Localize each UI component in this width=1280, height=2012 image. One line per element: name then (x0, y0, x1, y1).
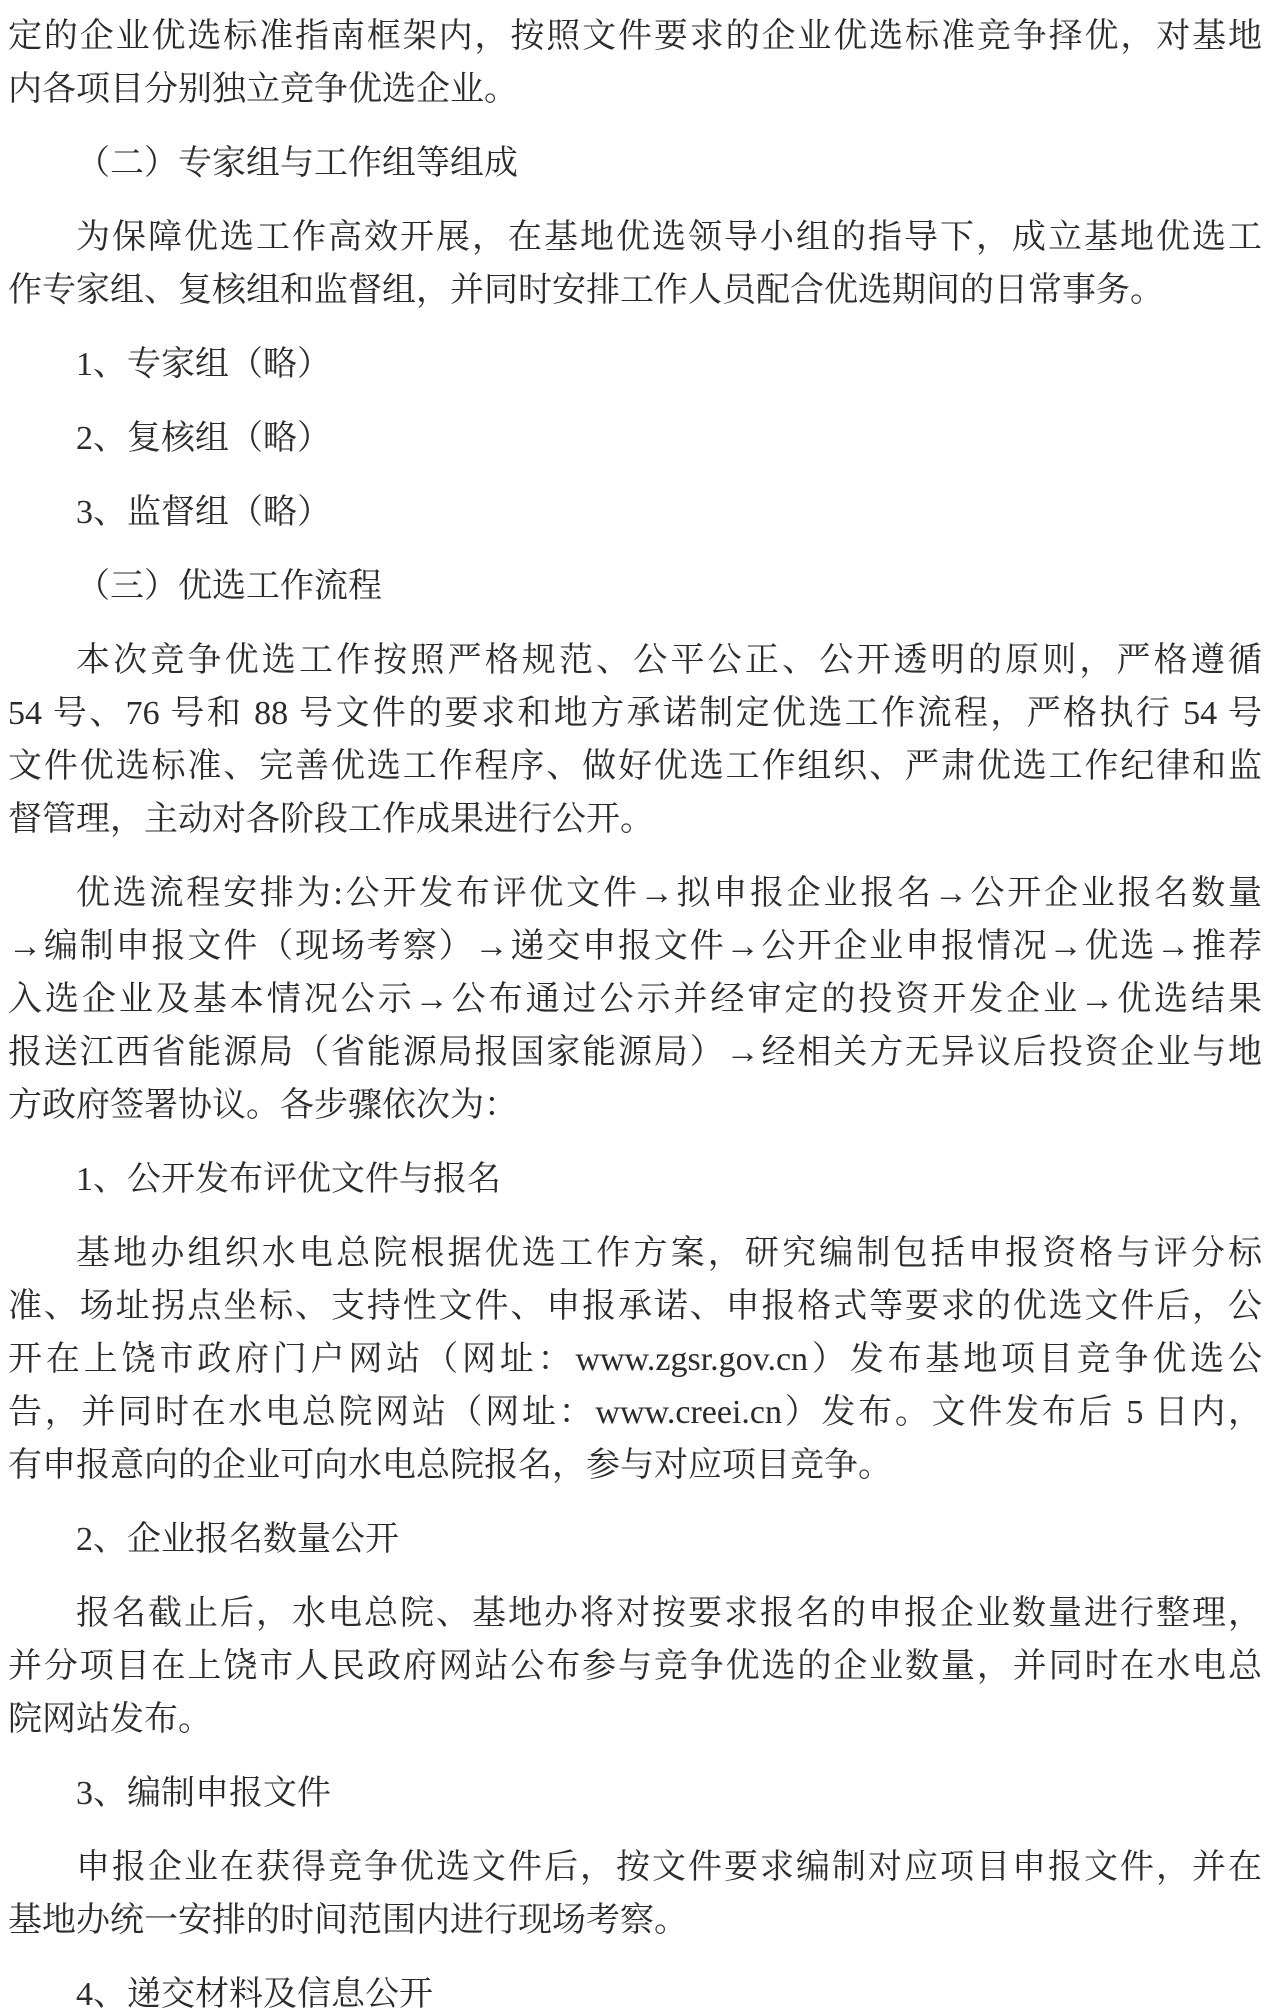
text-line: 入选企业及基本情况公示→公布通过公示并经审定的投资开发企业→优选结果 (8, 981, 1262, 1018)
list-item (8, 412, 1262, 465)
text-line: 优选流程安排为:公开发布评优文件→拟申报企业报名→公开企业报名数量 (76, 875, 1262, 912)
text-line: （二）专家组与工作组等组成 (76, 145, 518, 182)
text-line: （三）优选工作流程 (76, 568, 382, 605)
text-line: 基地办统一安排的时间范围内进行现场考察。 (8, 1902, 688, 1939)
text-line: 准、场址拐点坐标、支持性文件、申报承诺、申报格式等要求的优选文件后，公 (8, 1288, 1262, 1325)
text-line: 本次竞争优选工作按照严格规范、公平公正、公开透明的原则，严格遵循 (76, 642, 1262, 679)
text-line: 并分项目在上饶市人民政府网站公布参与竞争优选的企业数量，并同时在水电总 (8, 1648, 1262, 1685)
text-line: 为保障优选工作高效开展，在基地优选领导小组的指导下，成立基地优选工 (76, 219, 1262, 256)
text-line: 作专家组、复核组和监督组，并同时安排工作人员配合优选期间的日常事务。 (8, 272, 1164, 309)
text-line: 54 号、76 号和 88 号文件的要求和地方承诺制定优选工作流程，严格执行 54 号 (8, 695, 1262, 732)
text-line: 督管理，主动对各阶段工作成果进行公开。 (8, 801, 654, 838)
text-line: 2、企业报名数量公开 (76, 1521, 399, 1558)
text-line: 1、公开发布评优文件与报名 (76, 1161, 501, 1198)
text-line: 有申报意向的企业可向水电总院报名，参与对应项目竞争。 (8, 1447, 892, 1484)
list-item (8, 1767, 1262, 1820)
paragraph (8, 1227, 1262, 1492)
list-item (8, 1153, 1262, 1206)
text-line: 申报企业在获得竞争优选文件后，按文件要求编制对应项目申报文件，并在 (76, 1849, 1262, 1886)
list-item (8, 338, 1262, 391)
heading (8, 137, 1262, 190)
paragraph (8, 10, 1262, 116)
paragraph (8, 1841, 1262, 1947)
heading (8, 560, 1262, 613)
text-line: 1、专家组（略） (76, 346, 331, 383)
text-line: 报送江西省能源局（省能源局报国家能源局）→经相关方无异议后投资企业与地 (8, 1034, 1262, 1071)
text-line: 定的企业优选标准指南框架内，按照文件要求的企业优选标准竞争择优，对基地 (8, 18, 1262, 55)
text-line: 3、监督组（略） (76, 494, 331, 531)
paragraph (8, 1587, 1262, 1746)
text-line: →编制申报文件（现场考察）→递交申报文件→公开企业申报情况→优选→推荐 (8, 928, 1262, 965)
text-line: 内各项目分别独立竞争优选企业。 (8, 71, 518, 108)
text-line: 3、编制申报文件 (76, 1775, 331, 1812)
text-line: 告，并同时在水电总院网站（网址：www.creei.cn）发布。文件发布后 5 日内， (8, 1394, 1262, 1431)
paragraph (8, 634, 1262, 846)
text-line: 院网站发布。 (8, 1701, 212, 1738)
text-line: 方政府签署协议。各步骤依次为： (8, 1087, 518, 1124)
text-line: 开在上饶市政府门户网站（网址：www.zgsr.gov.cn）发布基地项目竞争优选公 (8, 1341, 1262, 1378)
paragraph (8, 867, 1262, 1132)
list-item (8, 1968, 1262, 2012)
list-item (8, 1513, 1262, 1566)
text-line: 文件优选标准、完善优选工作程序、做好优选工作组织、严肃优选工作纪律和监 (8, 748, 1262, 785)
text-line: 报名截止后，水电总院、基地办将对按要求报名的申报企业数量进行整理， (76, 1595, 1262, 1632)
text-line: 基地办组织水电总院根据优选工作方案，研究编制包括申报资格与评分标 (76, 1235, 1262, 1272)
text-line: 4、递交材料及信息公开 (76, 1976, 433, 2012)
paragraph (8, 211, 1262, 317)
text-line: 2、复核组（略） (76, 420, 331, 457)
list-item (8, 486, 1262, 539)
